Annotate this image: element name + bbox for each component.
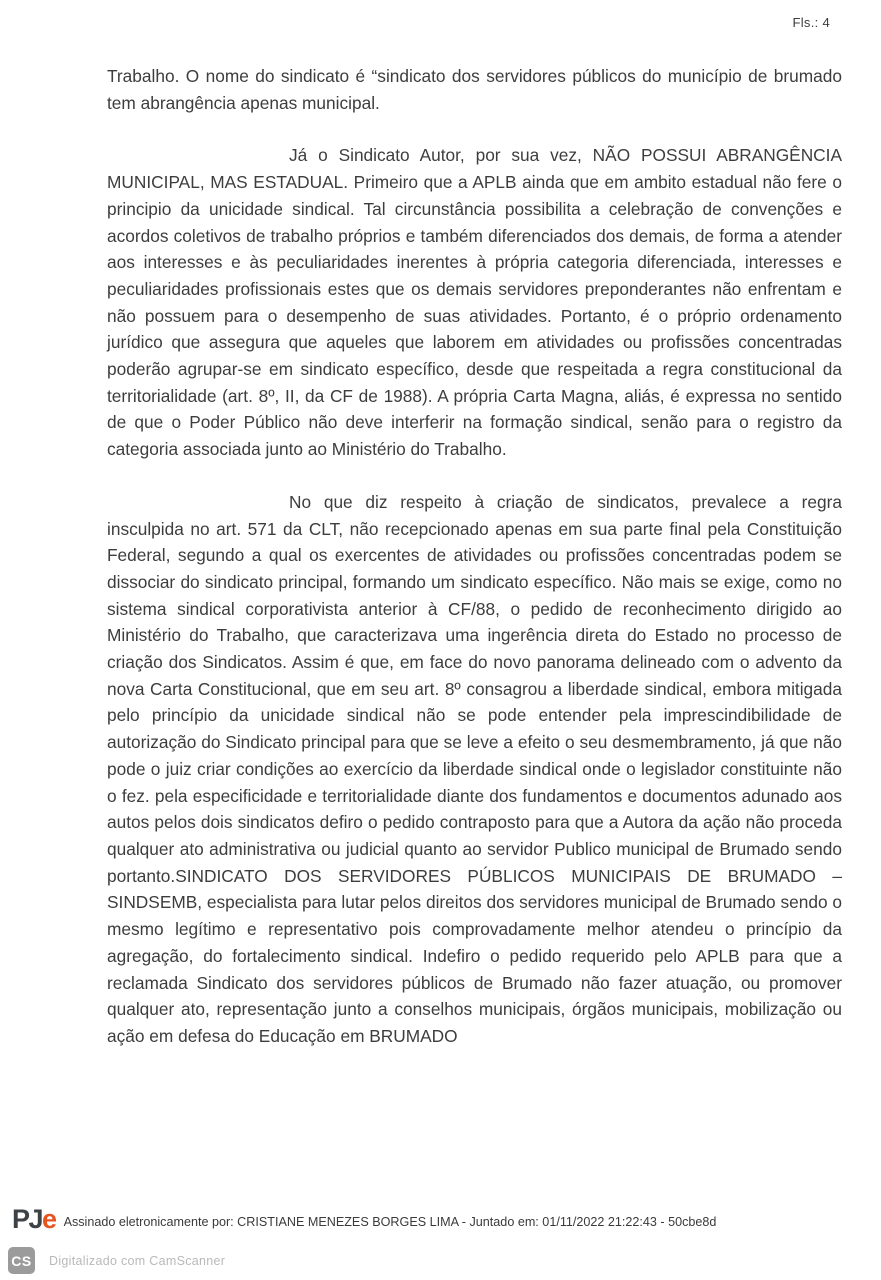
pje-logo-e-part: e (42, 1204, 56, 1234)
folio-number: Fls.: 4 (792, 15, 830, 30)
paragraph: Já o Sindicato Autor, por sua vez, NÃO POSSUI ABRANGÊNCIA MUNICIPAL, MAS ESTADUAL. Primeiro que a APLB ainda que em ambito estadual não fere o principio da unicidade sindical. Tal circunstância possibilita a celebração de convenções e acordos coletivos de trabalho próprios e também diferenciados dos demais, de forma a atender aos interesses e às peculiaridades inerentes à própria categoria diferenciada, interesses e peculiaridades profissionais estes que os demais servidores preponderantes não enfrentam e não possuem para o desempenho de suas atividades. Portanto, é o próprio ordenamento jurídico que assegura que aqueles que laborem em atividades ou profissões concentradas poderão agrupar-se em sindicato específico, desde que respeitada a regra constitucional da territorialidade (art. 8º, II, da CF de 1988). A própria Carta Magna, aliás, é expressa no sentido de que o Poder Público não deve interferir na formação sindical, senão para o registro da categoria associada junto ao Ministério do Trabalho. (107, 145, 842, 460)
paragraph: No que diz respeito à criação de sindicatos, prevalece a regra insculpida no art. 571 da CLT, não recepcionado apenas em sua parte final pela Constituição Federal, segundo a qual os exercentes de atividades ou profissões concentradas podem se dissociar do sindicato principal, formando um sindicato específico. Não mais se exige, como no sistema sindical corporativista anterior à CF/88, o pedido de reconhecimento dirigido ao Ministério do Trabalho, que caracterizava uma ingerência direta do Estado no processo de criação dos Sindicatos. Assim é que, em face do novo panorama delineado com o advento da nova Carta Constitucional, que em seu art. 8º consagrou a liberdade sindical, embora mitigada pelo princípio da unicidade sindical não se pode entender pela imprescindibilidade de autorização do Sindicato principal para que se leve a efeito o seu desmembramento, já que não pode o juiz criar condições ao exercício da liberdade sindical onde o legislador constituinte não o fez. pela especificidade e territorialidade diante dos fundamentos e documentos adunado aos autos pelos dois sindicatos defiro o pedido contraposto para que a Autora da ação não proceda qualquer ato administrativa ou judicial quanto ao servidor Publico municipal de Brumado sendo portanto.SINDICATO DOS SERVIDORES PÚBLICOS MUNICIPAIS DE BRUMADO –SINDSEMB, especialista para lutar pelos direitos dos servidores municipal de Brumado sendo o mesmo legítimo e representativo pois comprovadamente melhor atendeu o princípio da agregação, do fortalecimento sindical. Indefiro o pedido requerido pelo APLB para que a reclamada Sindicato dos servidores públicos de Brumado não fazer atuação, ou promover qualquer ato, representação junto a conselhos municipais, órgãos municipais, mobilização ou ação em defesa do Educação em BRUMADO (107, 491, 842, 1046)
pje-logo-icon (12, 1206, 56, 1233)
document-body (107, 63, 842, 1076)
pje-logo-pj-part: PJ (12, 1204, 43, 1234)
camscanner-label: Digitalizado com CamScanner (49, 1253, 226, 1268)
camscanner-icon: CS (8, 1247, 35, 1274)
paragraph-continuation: Trabalho. O nome do sindicato é “sindicato dos servidores públicos do município de brumado tem abrangência apenas municipal. (107, 66, 842, 113)
pje-signature-footer (12, 1206, 872, 1233)
camscanner-watermark (8, 1247, 225, 1274)
electronic-signature-text: Assinado eletronicamente por: CRISTIANE MENEZES BORGES LIMA - Juntado em: 01/11/2022 21:22:43 - 50cbe8d (63, 1214, 717, 1229)
